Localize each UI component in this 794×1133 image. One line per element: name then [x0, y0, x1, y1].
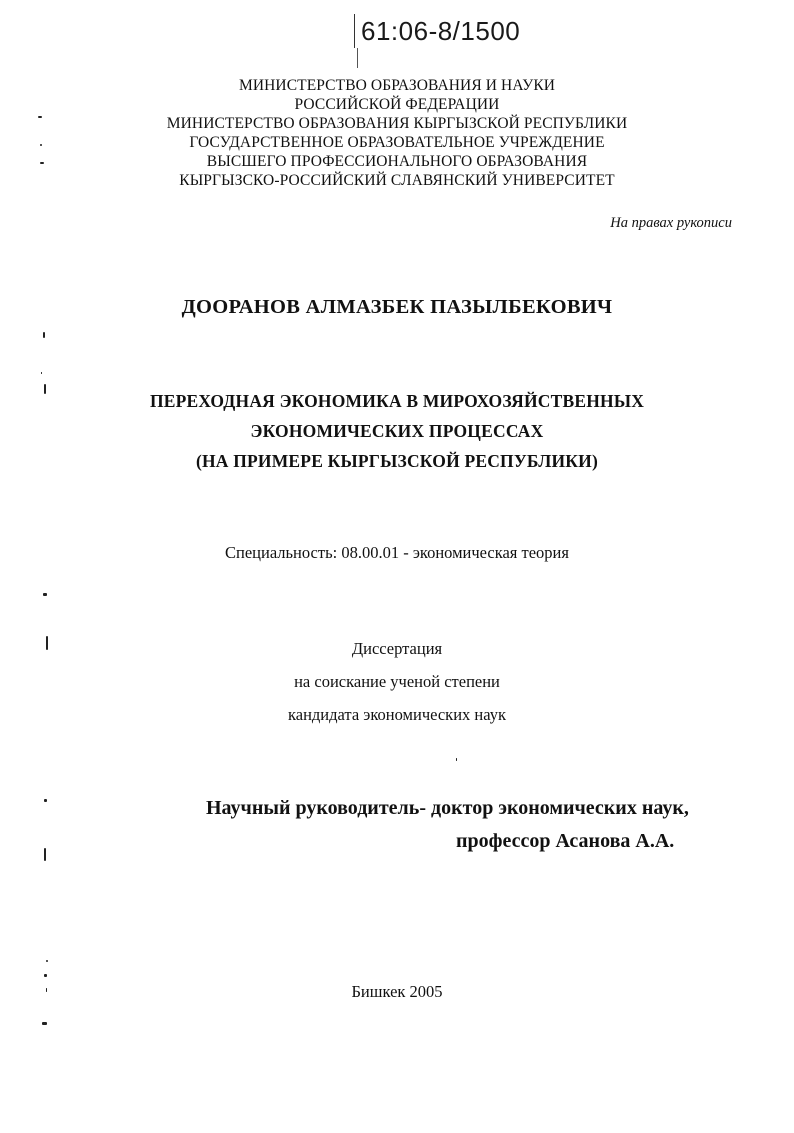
scan-speck [44, 848, 46, 861]
degree-line: на соискание ученой степени [294, 672, 500, 691]
institution-line: КЫРГЫЗСКО-РОССИЙСКИЙ СЛАВЯНСКИЙ УНИВЕРСИТЕТ [179, 172, 615, 189]
institution-header [0, 76, 794, 190]
city-year: Бишкек 2005 [351, 982, 443, 1001]
supervisor-line-1: Научный руководитель- доктор экономических наук, [206, 797, 689, 819]
specialty-line: Специальность: 08.00.01 - экономическая теория [225, 543, 569, 562]
scan-speck [44, 384, 46, 394]
institution-line: РОССИЙСКОЙ ФЕДЕРАЦИИ [294, 96, 500, 113]
scan-speck [46, 960, 48, 962]
institution-line: МИНИСТЕРСТВО ОБРАЗОВАНИЯ И НАУКИ [238, 77, 556, 94]
scan-speck [40, 162, 44, 164]
scan-speck [456, 758, 457, 761]
supervisor-line-2: профессор Асанова А.А. [456, 830, 675, 852]
scan-speck [42, 1022, 47, 1025]
scan-speck [44, 799, 47, 802]
scan-speck [43, 593, 47, 596]
title-line: ЭКОНОМИЧЕСКИХ ПРОЦЕССАХ [250, 421, 544, 441]
dissertation-title [0, 386, 794, 476]
manuscript-note: На правах рукописи [610, 215, 732, 231]
title-line: ПЕРЕХОДНАЯ ЭКОНОМИКА В МИРОХОЗЯЙСТВЕННЫХ [149, 391, 645, 411]
scan-speck [41, 372, 42, 374]
scan-speck [46, 988, 47, 992]
archive-code-stamp: 61:06-8/1500 [354, 14, 520, 48]
institution-line: ВЫСШЕГО ПРОФЕССИОНАЛЬНОГО ОБРАЗОВАНИЯ [206, 153, 588, 170]
stamp-tick-mark [357, 48, 358, 68]
scan-speck [44, 974, 47, 977]
institution-line: ГОСУДАРСТВЕННОЕ ОБРАЗОВАТЕЛЬНОЕ УЧРЕЖДЕНИЕ [189, 134, 605, 151]
author-name: ДООРАНОВ АЛМАЗБЕК ПАЗЫЛБЕКОВИЧ [181, 296, 613, 318]
scan-speck [43, 332, 45, 338]
scan-speck [38, 116, 42, 118]
degree-line: кандидата экономических наук [287, 705, 506, 724]
degree-line: Диссертация [351, 639, 443, 658]
institution-line: МИНИСТЕРСТВО ОБРАЗОВАНИЯ КЫРГЫЗСКОЙ РЕСПУБЛИКИ [166, 115, 628, 132]
scan-speck [40, 144, 42, 146]
degree-block [0, 632, 794, 731]
title-line: (НА ПРИМЕРЕ КЫРГЫЗСКОЙ РЕСПУБЛИКИ) [195, 451, 599, 471]
scan-speck [46, 636, 48, 650]
